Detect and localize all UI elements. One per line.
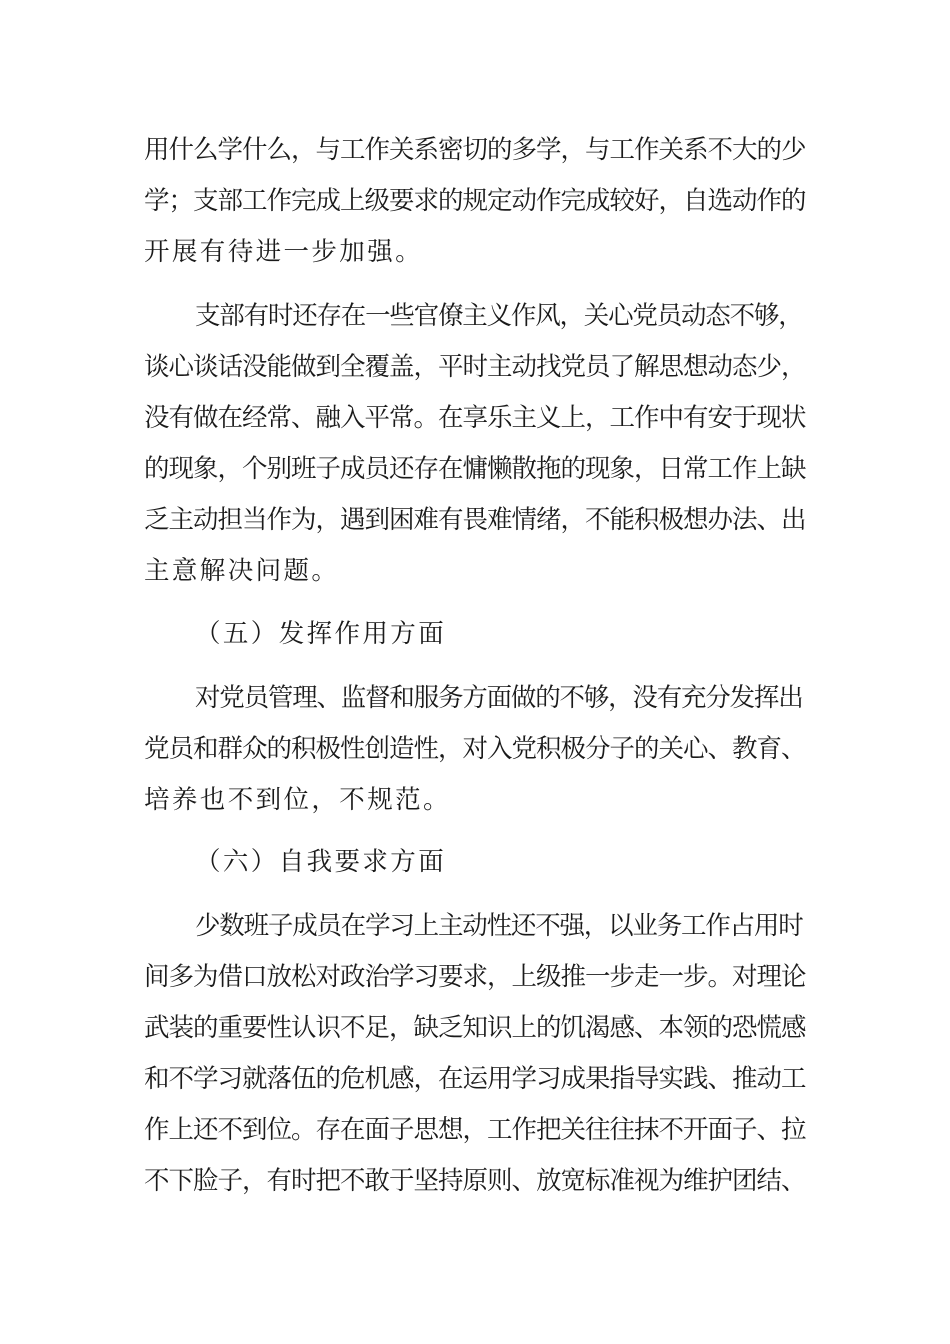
paragraph-2-line-5: 乏主动担当作为，遇到困难有畏难情绪，不能积极想办法、出 <box>144 505 806 535</box>
paragraph-4-line-5: 作上还不到位。存在面子思想，工作把关往往抹不开面子、拉 <box>144 1115 806 1145</box>
section-heading-5: （五）发挥作用方面 <box>195 619 447 649</box>
paragraph-2-line-6: 主意解决问题。 <box>144 556 340 586</box>
paragraph-2-line-1: 支部有时还存在一些官僚主义作风，关心党员动态不够， <box>195 301 803 331</box>
paragraph-4-line-3: 武装的重要性认识不足，缺乏知识上的饥渴感、本领的恐慌感 <box>144 1013 806 1043</box>
paragraph-3-line-3: 培养也不到位，不规范。 <box>144 785 451 815</box>
paragraph-1-line-2: 学；支部工作完成上级要求的规定动作完成较好，自选动作的 <box>144 186 806 216</box>
paragraph-2-line-4: 的现象，个别班子成员还存在慵懒散拖的现象，日常工作上缺 <box>144 454 806 484</box>
paragraph-1-line-1: 用什么学什么，与工作关系密切的多学，与工作关系不大的少 <box>144 135 806 165</box>
paragraph-3-line-2: 党员和群众的积极性创造性，对入党积极分子的关心、教育、 <box>144 734 806 764</box>
paragraph-4-line-6: 不下脸子，有时把不敢于坚持原则、放宽标准视为维护团结、 <box>144 1166 806 1196</box>
paragraph-2-line-2: 谈心谈话没能做到全覆盖，平时主动找党员了解思想动态少， <box>144 352 806 382</box>
paragraph-1-line-3: 开展有待进一步加强。 <box>144 237 424 267</box>
section-heading-6: （六）自我要求方面 <box>195 847 447 877</box>
paragraph-3-line-1: 对党员管理、监督和服务方面做的不够，没有充分发挥出 <box>195 683 803 713</box>
paragraph-4-line-1: 少数班子成员在学习上主动性还不强，以业务工作占用时 <box>195 911 803 941</box>
paragraph-4-line-4: 和不学习就落伍的危机感，在运用学习成果指导实践、推动工 <box>144 1064 806 1094</box>
paragraph-2-line-3: 没有做在经常、融入平常。在享乐主义上，工作中有安于现状 <box>144 403 806 433</box>
paragraph-4-line-2: 间多为借口放松对政治学习要求，上级推一步走一步。对理论 <box>144 962 806 992</box>
